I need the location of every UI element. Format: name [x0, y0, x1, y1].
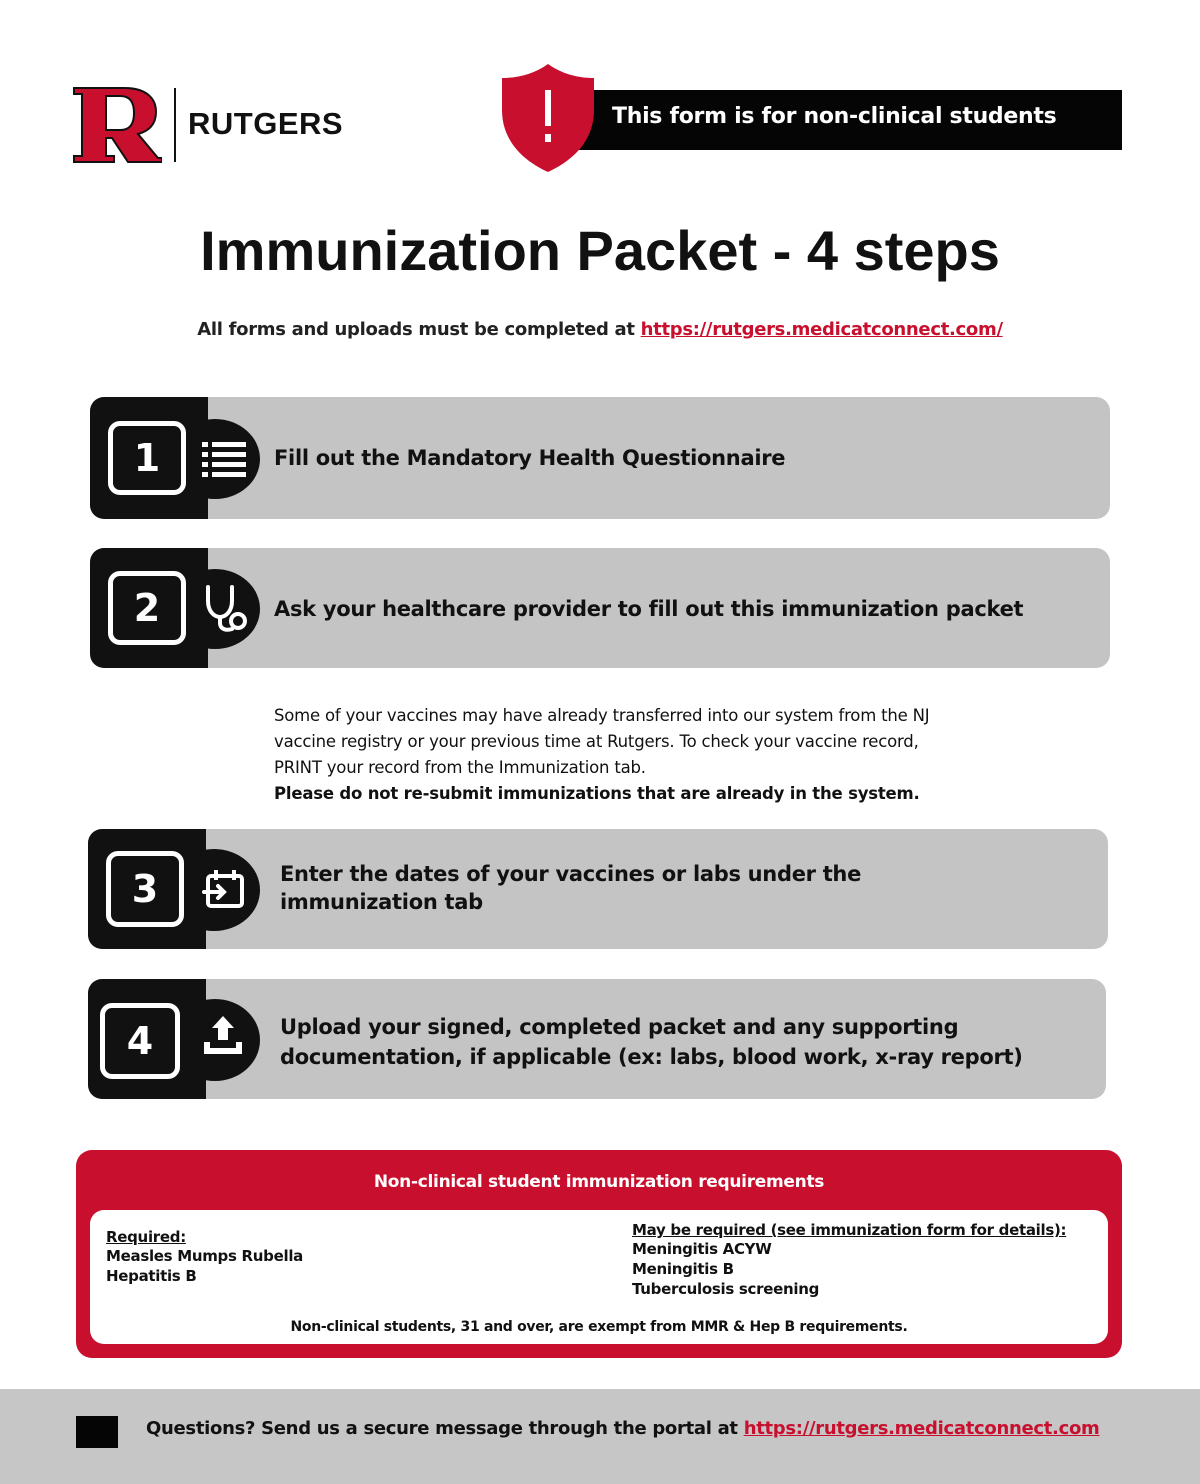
- step-3-number: 3: [106, 851, 184, 927]
- footer-portal-link[interactable]: https://rutgers.medicatconnect.com: [743, 1418, 1100, 1439]
- step-4-text-line-2: documentation, if applicable (ex: labs, blood work, x-ray report): [280, 1045, 1023, 1069]
- notice-banner-text: This form is for non-clinical students: [612, 104, 1057, 129]
- logo-wordmark: RUTGERS: [188, 106, 344, 141]
- logo-divider: [174, 88, 176, 162]
- step-1-text: Fill out the Mandatory Health Questionnaire: [274, 446, 786, 470]
- requirements-title: Non-clinical student immunization requirements: [373, 1172, 825, 1192]
- info-line-3: PRINT your record from the Immunization tab.: [274, 758, 646, 777]
- alert-shield-icon: [498, 62, 598, 174]
- portal-link[interactable]: https://rutgers.medicatconnect.com/: [640, 319, 1003, 340]
- step-2-text: Ask your healthcare provider to fill out this immunization packet: [274, 597, 1024, 621]
- required-item: Hepatitis B: [106, 1267, 197, 1285]
- calendar-entry-icon: [202, 868, 246, 912]
- footer-marker: [76, 1416, 118, 1448]
- stethoscope-icon: [200, 583, 250, 635]
- step-4-text: [280, 1012, 1023, 1072]
- maybe-required-item: Tuberculosis screening: [632, 1280, 820, 1298]
- footer-text: [146, 1418, 1100, 1439]
- footer-message: Questions? Send us a secure message through the portal at: [146, 1418, 744, 1439]
- rutgers-r-logo: [72, 86, 162, 164]
- upload-icon: [200, 1012, 246, 1058]
- required-column: [106, 1228, 303, 1286]
- step-2-number: 2: [108, 571, 186, 645]
- step-3-text-line-2: immunization tab: [280, 890, 483, 914]
- info-paragraph: [274, 703, 929, 807]
- step-1-number: 1: [108, 421, 186, 495]
- maybe-required-column: [632, 1221, 1066, 1299]
- maybe-required-item: Meningitis ACYW: [632, 1240, 772, 1258]
- page-title: Immunization Packet - 4 steps: [200, 219, 1000, 282]
- info-line-2: vaccine registry or your previous time at Rutgers. To check your vaccine record,: [274, 732, 919, 751]
- step-4-text-line-1: Upload your signed, completed packet and any supporting: [280, 1015, 959, 1039]
- required-heading: Required:: [106, 1228, 186, 1246]
- maybe-required-item: Meningitis B: [632, 1260, 734, 1278]
- step-4-number: 4: [100, 1003, 180, 1079]
- info-warning: Please do not re-submit immunizations that are already in the system.: [274, 784, 920, 803]
- exemption-note: Non-clinical students, 31 and over, are exempt from MMR & Hep B requirements.: [290, 1319, 908, 1335]
- info-line-1: Some of your vaccines may have already transferred into our system from the NJ: [274, 706, 930, 725]
- maybe-required-heading: May be required (see immunization form for details):: [632, 1221, 1067, 1239]
- step-3-text-line-1: Enter the dates of your vaccines or labs under the: [280, 862, 862, 886]
- list-icon: [200, 439, 248, 479]
- subtitle-text: All forms and uploads must be completed at: [197, 319, 641, 340]
- step-3-text: [280, 860, 861, 916]
- required-item: Measles Mumps Rubella: [106, 1247, 303, 1265]
- subtitle: [0, 319, 1200, 340]
